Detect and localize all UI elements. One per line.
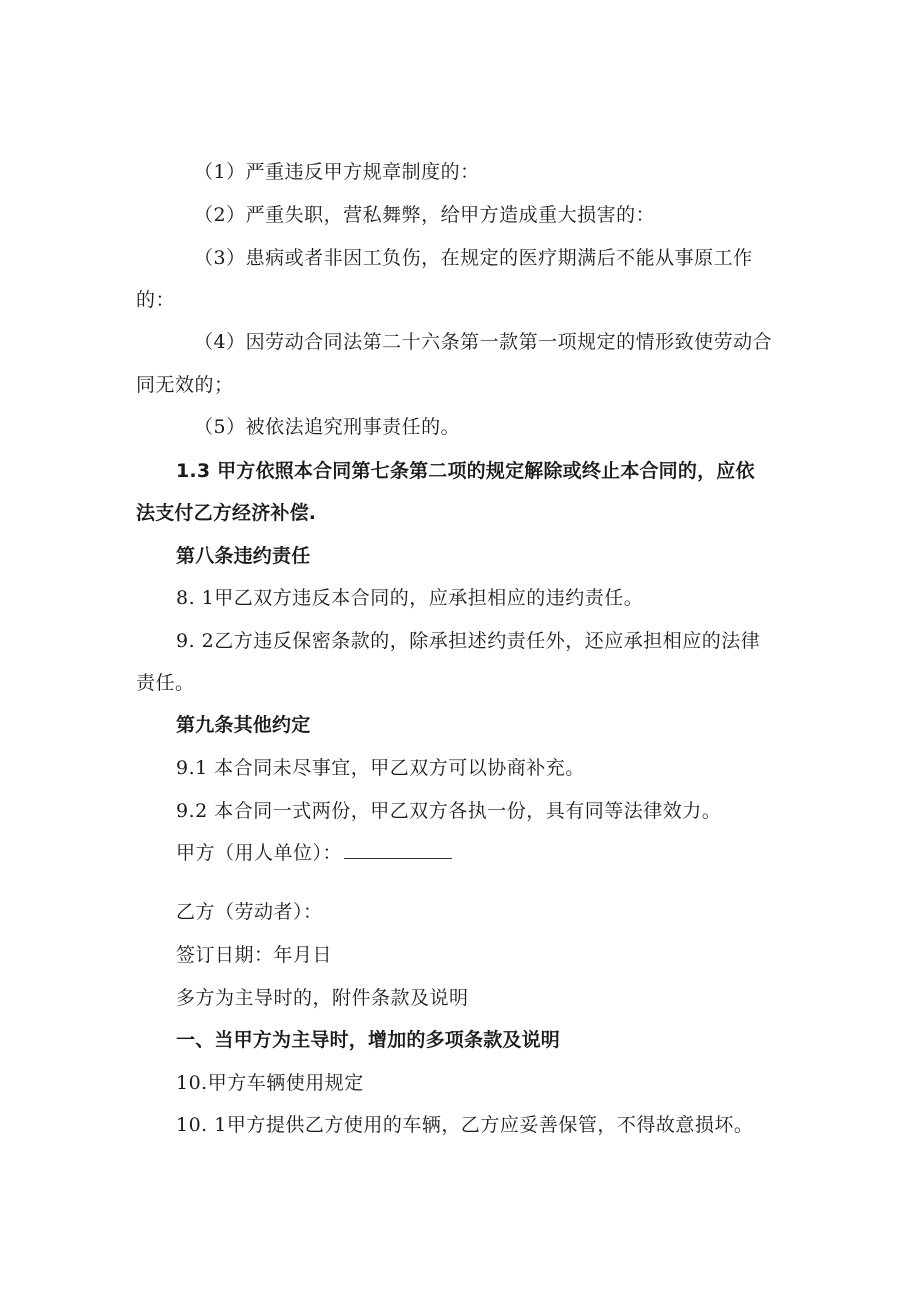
article-8-title: 第八条违约责任: [176, 545, 311, 567]
article-9-title: 第九条其他约定: [176, 714, 311, 736]
party-a-blank: [344, 842, 452, 859]
clause-9-2: 9.2 本合同一式两份，甲乙双方各执一份，具有同等法律效力。: [176, 800, 722, 822]
clause-item-2: （2）严重失职，营私舞弊，给甲方造成重大损害的：: [194, 204, 656, 226]
signing-date: 签订日期：年月日: [176, 944, 333, 966]
clause-9-1: 9.1 本合同未尽事宜，甲乙双方可以协商补充。: [176, 757, 585, 779]
clause-item-3-line1: （3）患病或者非因工负伤，在规定的医疗期满后不能从事原工作: [194, 247, 753, 269]
clause-8-2-line1: 9. 2乙方违反保密条款的，除承担述约责任外，还应承担相应的法律: [176, 630, 761, 652]
clause-item-1: （1）严重违反甲方规章制度的：: [194, 161, 480, 183]
clause-item-4-line2: 同无效的；: [136, 374, 234, 396]
clause-1-3-line2: 法支付乙方经济补偿.: [136, 502, 317, 524]
clause-1-3-line1: 1.3 甲方依照本合同第七条第二项的规定解除或终止本合同的，应依: [176, 460, 755, 482]
party-a-signature-line: [176, 841, 452, 865]
clause-10-title: 10.甲方车辆使用规定: [176, 1072, 364, 1094]
clause-10-1: 10. 1甲方提供乙方使用的车辆，乙方应妥善保管，不得故意损坏。: [176, 1114, 754, 1136]
clause-8-2-line2: 责任。: [136, 672, 195, 694]
clause-item-5: （5）被依法追究刑事责任的。: [194, 416, 461, 438]
clause-item-3-line2: 的：: [136, 289, 176, 311]
clause-8-1: 8. 1甲乙双方违反本合同的，应承担相应的违约责任。: [176, 587, 644, 609]
clause-item-4-line1: （4）因劳动合同法第二十六条第一款第一项规定的情形致使劳动合: [194, 331, 773, 353]
party-a-label: 甲方（用人单位）：: [176, 842, 343, 864]
appendix-intro: 多方为主导时的，附件条款及说明: [176, 987, 469, 1009]
party-b-label: 乙方（劳动者）：: [176, 901, 323, 923]
appendix-heading: 一、当甲方为主导时，增加的多项条款及说明: [176, 1029, 561, 1051]
